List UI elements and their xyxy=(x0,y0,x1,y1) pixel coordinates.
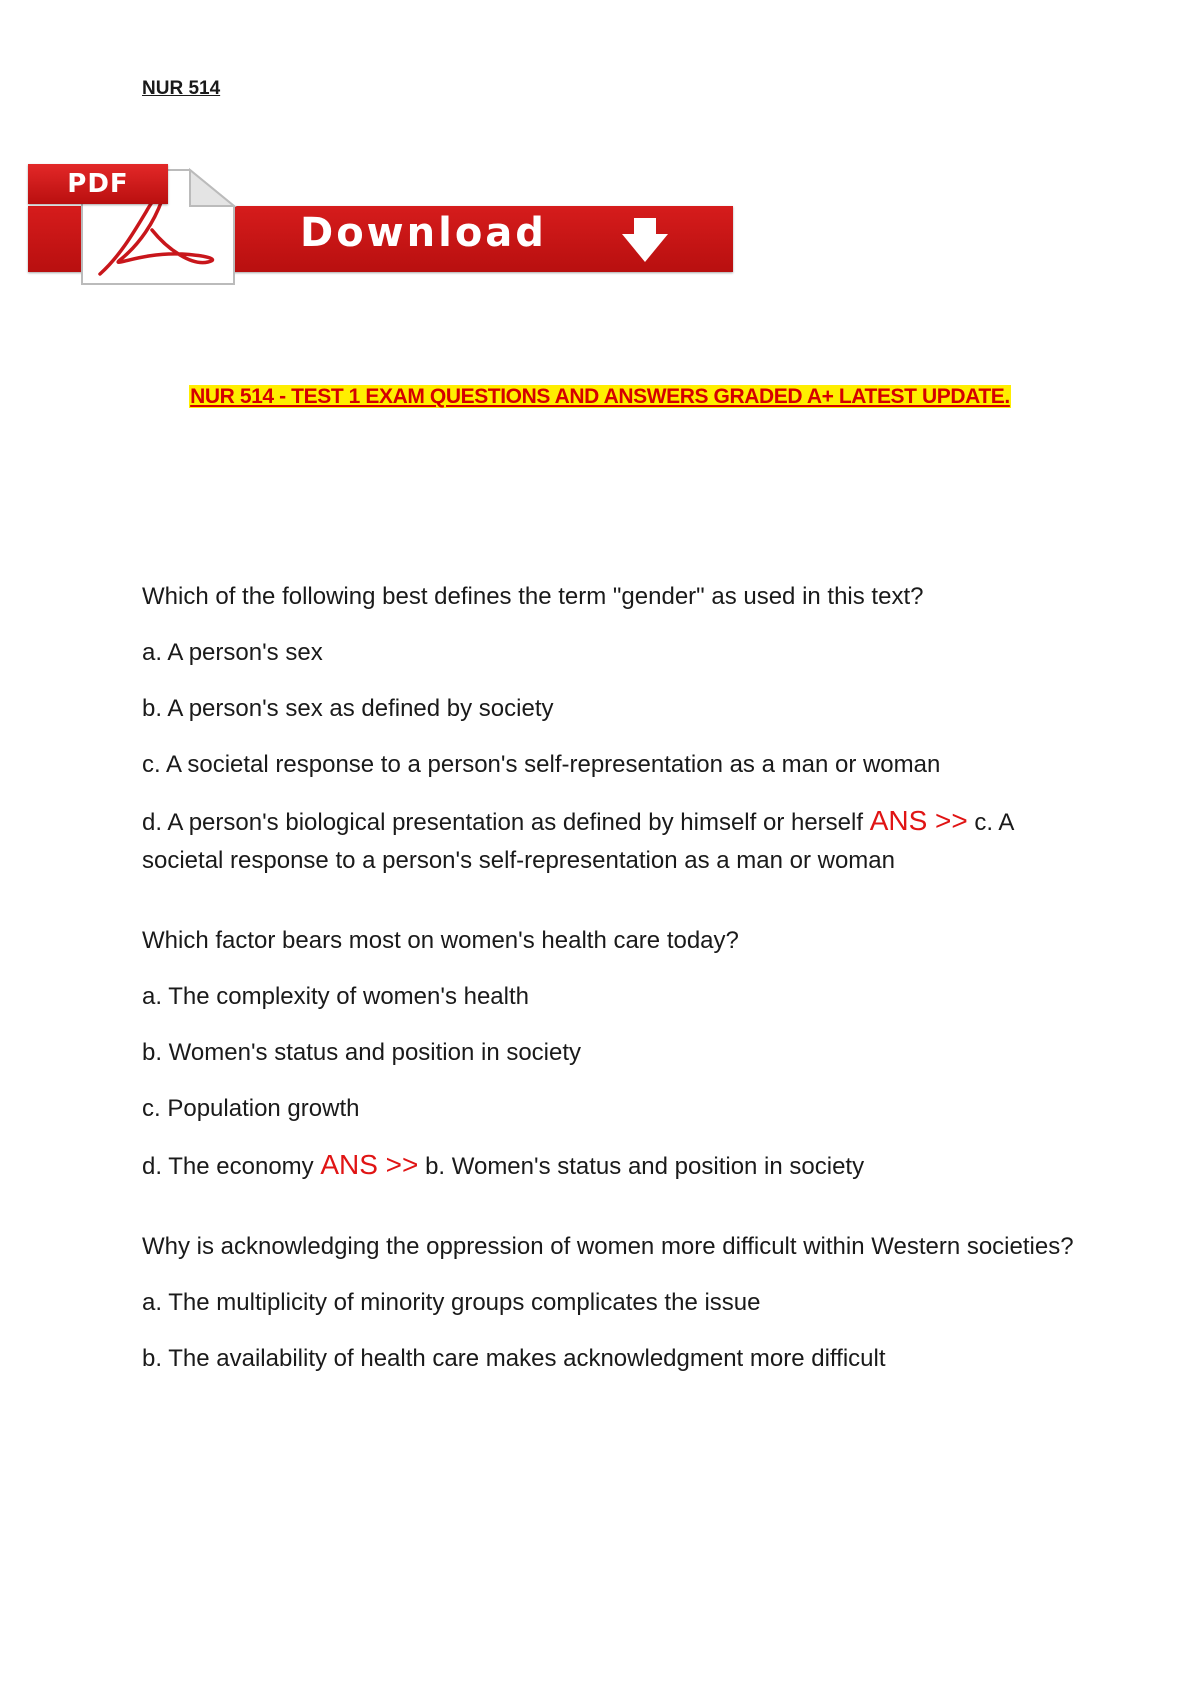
course-code-header: NUR 514 xyxy=(142,78,221,99)
download-label[interactable]: Download xyxy=(300,210,547,256)
pdf-download-banner[interactable] xyxy=(28,160,733,290)
answer-option-with-answer xyxy=(142,802,1082,880)
question-text: Which of the following best defines the term "gender" as used in this text? xyxy=(142,583,924,610)
question-block xyxy=(142,922,1082,1186)
correct-answer: b. Women's status and position in society xyxy=(425,1153,865,1180)
pdf-label: PDF xyxy=(28,164,168,204)
question-block xyxy=(142,1228,1082,1378)
answer-marker: ANS >> xyxy=(320,1149,419,1180)
answer-option: c. A societal response to a person's self-representation as a man or woman xyxy=(142,751,941,778)
answer-option: b. The availability of health care makes acknowledgment more difficult xyxy=(142,1345,886,1372)
answer-option: d. The economy xyxy=(142,1153,314,1180)
answer-marker: ANS >> xyxy=(869,805,968,836)
answer-option: a. The multiplicity of minority groups complicates the issue xyxy=(142,1289,761,1316)
answer-option-with-answer xyxy=(142,1146,1082,1186)
exam-title-text: NUR 514 - TEST 1 EXAM QUESTIONS AND ANSWERS GRADED A+ LATEST UPDATE. xyxy=(190,385,1010,408)
exam-title xyxy=(0,385,1200,409)
question-list xyxy=(142,578,1082,1420)
answer-option: a. The complexity of women's health xyxy=(142,983,529,1010)
question-text: Why is acknowledging the oppression of women more difficult within Western societies? xyxy=(142,1233,1074,1260)
answer-option: b. A person's sex as defined by society xyxy=(142,695,554,722)
answer-option: d. A person's biological presentation as defined by himself or herself xyxy=(142,809,864,836)
answer-option: c. Population growth xyxy=(142,1095,360,1122)
question-block xyxy=(142,578,1082,880)
question-text: Which factor bears most on women's health care today? xyxy=(142,927,739,954)
answer-option: b. Women's status and position in society xyxy=(142,1039,582,1066)
answer-option: a. A person's sex xyxy=(142,639,323,666)
correct-answer: c. A societal response to a person's self-representation as a man or woman xyxy=(142,809,1014,874)
download-arrow-icon[interactable] xyxy=(620,216,670,266)
